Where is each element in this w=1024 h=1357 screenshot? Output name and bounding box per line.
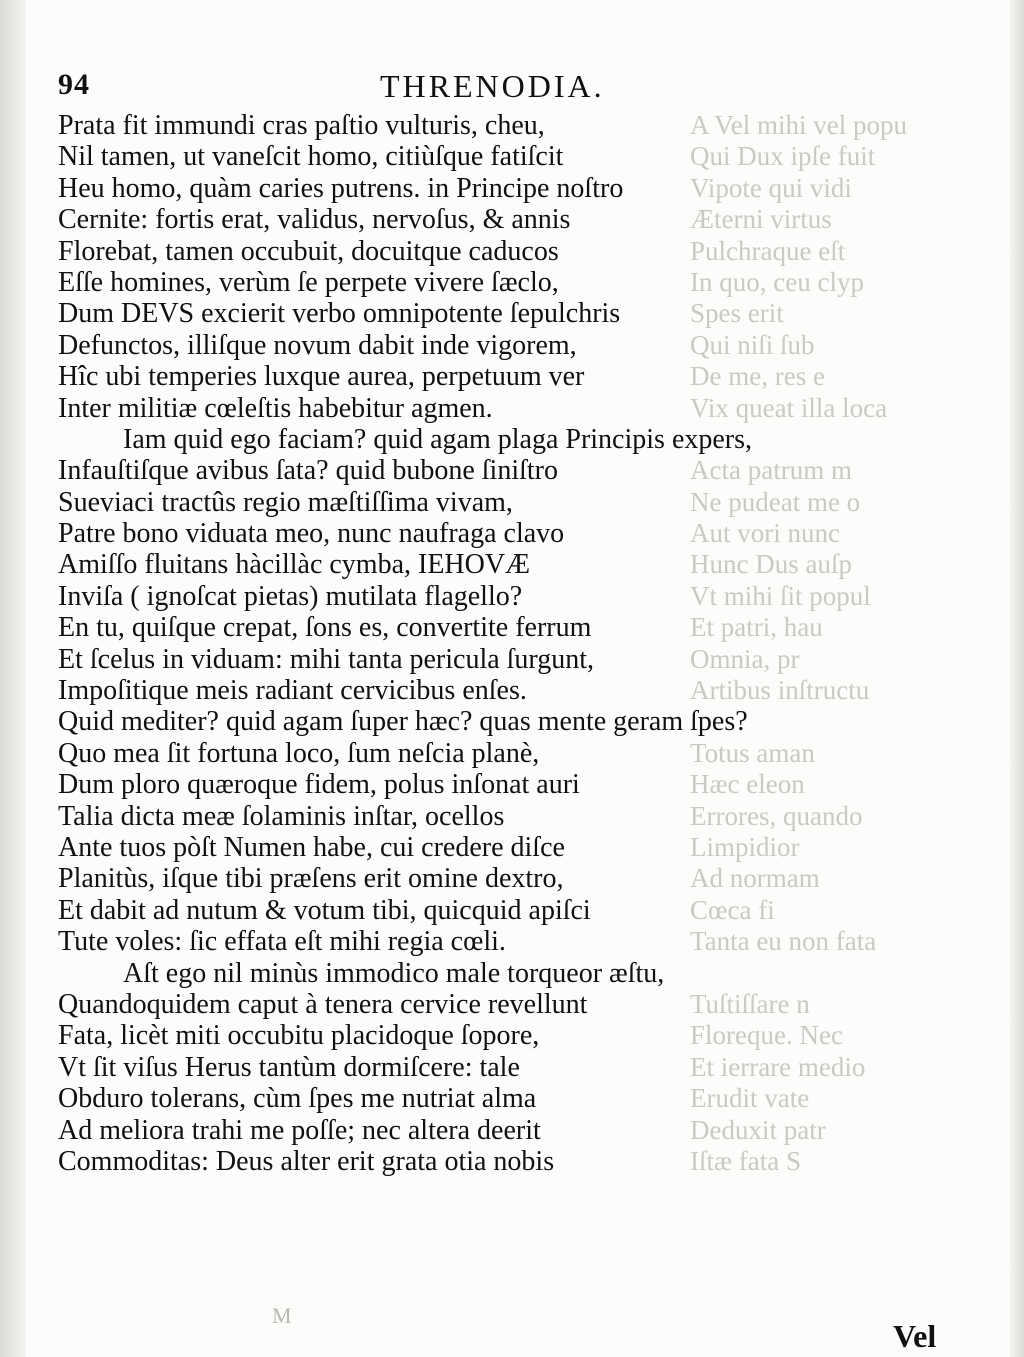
catchword: Vel: [893, 1318, 937, 1354]
verse-line: Hîc ubi temperies luxque aurea, perpetuum ver: [58, 361, 585, 393]
verse-line: Ante tuos pòſt Numen habe, cui credere diſce: [58, 831, 565, 863]
verse-line: Obduro tolerans, cùm ſpes me nutriat alma: [58, 1083, 537, 1115]
verse-line: Fata, licèt miti occubitu placidoque ſopore,: [58, 1020, 540, 1052]
verse-line: Iam quid ego faciam? quid agam plaga Principis expers,: [123, 423, 753, 455]
verse-line: Quid mediter? quid agam ſuper hæc? quas mente geram ſpes?: [58, 706, 748, 738]
poem-text-block: [58, 110, 958, 1177]
verse-line: Inviſa ( ignoſcat pietas) mutilata flagello?: [58, 580, 523, 612]
verse-line: Patre bono viduata meo, nunc naufraga clavo: [58, 518, 565, 550]
verse-line: Vt ſit viſus Herus tantùm dormiſcere: tale: [58, 1051, 520, 1083]
verse-line: Quo mea ſit fortuna loco, ſum neſcia planè,: [58, 737, 540, 769]
verse-line: Dum DEVS excierit verbo omnipotente ſepulchris: [58, 298, 621, 330]
verse-line: Dum ploro quæroque fidem, polus inſonat auri: [58, 769, 580, 801]
verse-line: Prata fit immundi cras paſtio vulturis, cheu,: [58, 110, 545, 141]
verse-line: Florebat, tamen occubuit, docuitque caducos: [58, 235, 559, 267]
verse-line: Defunctos, illiſque novum dabit inde vigorem,: [58, 329, 577, 361]
verse-line: Inter militiæ cœleſtis habebitur agmen.: [58, 392, 493, 424]
verse-line: Aſt ego nil minùs immodico male torqueor æſtu,: [123, 957, 665, 989]
verse-line: Heu homo, quàm caries putrens. in Principe noſtro: [58, 172, 624, 204]
verse-line: Et ſcelus in viduam: mihi tanta pericula ſurgunt,: [58, 643, 595, 675]
facing-page-bleed-through: A Vel mihi vel popu Qui Dux ipſe fuit Vipote qui vidi Æterni virtus Pulchraque eſt In quo, ceu clyp Spes erit Qui niſi ſub De me, res e Vix queat illa loca Acta patrum m Ne pudeat me o Aut vori nunc Hunc Dus auſp Vt mihi ſit popul Et patri, hau Omnia, pr Artibus inſtructu Totus aman Hæc eleon Errores, quando Limpidior Ad normam Cœca fi Tanta eu non fata Tuſtiſſare n Floreque. Nec Et ierrare medio Erudit vate Deduxit patr Iſtæ fata S: [690, 110, 908, 1176]
signature-mark: M: [272, 1303, 292, 1328]
page-number: 94: [58, 68, 90, 101]
verse-line: Eſſe homines, verùm ſe perpete vivere ſæclo,: [58, 266, 559, 298]
verse-line: Infauſtiſque avibus ſata? quid bubone ſiniſtro: [58, 455, 558, 487]
verse-line: Nil tamen, ut vaneſcit homo, citiùſque fatiſcit: [58, 141, 564, 173]
verse-line: Planitùs, iſque tibi præſens erit omine dextro,: [58, 863, 564, 895]
running-title: THRENODIA.: [380, 68, 605, 104]
verse-line: Et dabit ad nutum & votum tibi, quicquid apiſci: [58, 894, 591, 926]
verse-line: Quandoquidem caput à tenera cervice revellunt: [58, 988, 588, 1020]
verse-line: Ad meliora trahi me poſſe; nec altera deerit: [58, 1114, 541, 1146]
verse-line: Talia dicta meæ ſolaminis inſtar, ocellos: [58, 800, 505, 832]
verse-line: Tute voles: ſic effata eſt mihi regia cœli.: [58, 926, 506, 958]
verse-line: Sueviaci tractûs regio mæſtiſſima vivam,: [58, 486, 513, 518]
verse-line: Cernite: fortis erat, validus, nervoſus, & annis: [58, 204, 571, 236]
verse-line: Commoditas: Deus alter erit grata otia nobis: [58, 1145, 555, 1177]
verse-line: Impoſitique meis radiant cervicibus enſes.: [58, 675, 527, 707]
verse-line: En tu, quiſque crepat, ſons es, convertite ferrum: [58, 612, 592, 644]
verse-line: Amiſſo fluitans hàcillàc cymba, IEHOVÆ: [58, 549, 530, 581]
page-edge-left: [0, 0, 26, 1357]
